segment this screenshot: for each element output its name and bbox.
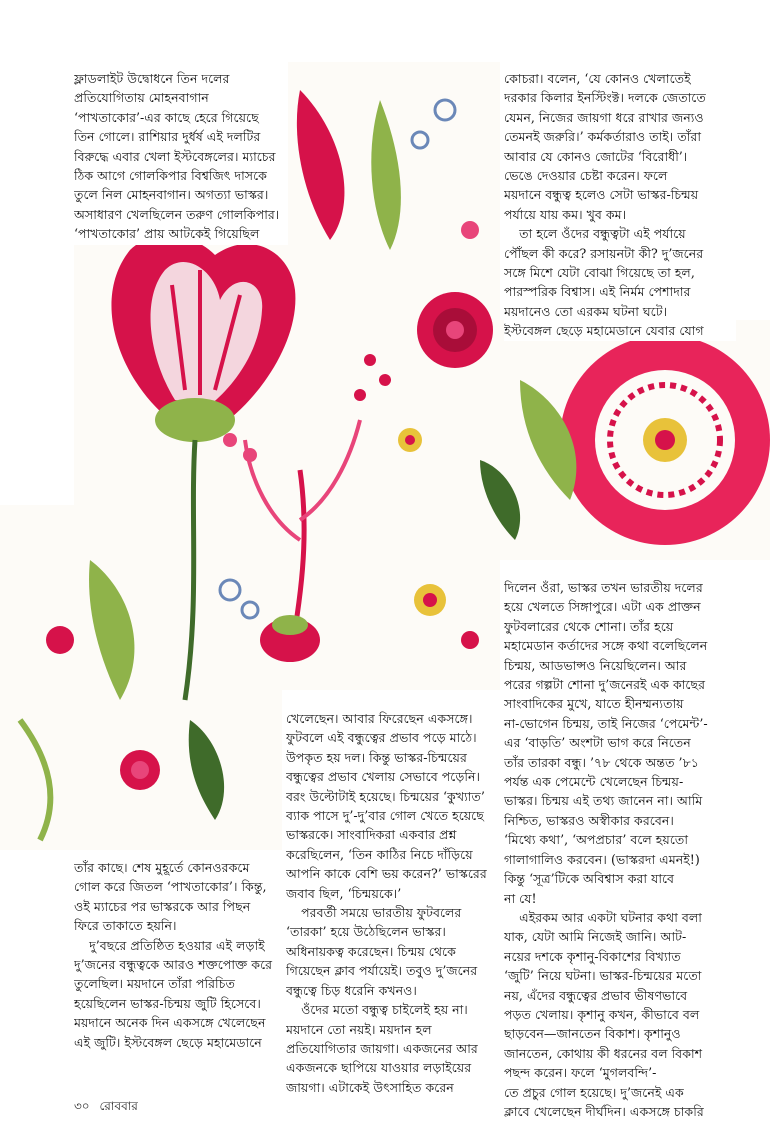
text-line: তা হলে ওঁদের বন্ধুত্বটা এই পর্যায়ে bbox=[519, 226, 686, 242]
text-line: ময়দানে বন্ধুত্ব হলেও সেটা ভাস্কর-চিন্ময় bbox=[504, 187, 699, 203]
text-column-4 bbox=[286, 709, 502, 1097]
text-line: গোল করে জিতল ‘পাখতাকোর’। কিন্তু, bbox=[74, 879, 267, 895]
text-line: প্রতিযোগিতার জায়গা। একজনের আর bbox=[286, 1040, 478, 1056]
text-line: ওঁদের মতো বন্ধুত্ব চাইলেই হয় না। bbox=[301, 1002, 468, 1018]
text-line: অধিনায়কত্ব করেছেন। চিন্ময় থেকে bbox=[286, 943, 456, 959]
text-line: এই জুটি। ইস্টবেঙ্গল ছেড়ে মহামেডানে bbox=[74, 1034, 262, 1050]
text-line: গিয়েছেন ক্লাব পর্যায়েই। তবুও দু’জনের bbox=[286, 963, 478, 979]
text-line: হয়ে খেলতে সিঙ্গাপুরে। এটা এক প্রাক্তন bbox=[504, 599, 701, 615]
text-line: হয়েছিলেন ভাস্কর-চিন্ময় জুটি হিসেবে। bbox=[74, 995, 261, 1011]
text-line: তিন গোলে। রাশিয়ার দুর্ধর্ষ এই দলটির bbox=[74, 129, 261, 145]
text-line: পছন্দ করেন। ফলে ‘মুগলবন্দি’- bbox=[504, 1065, 657, 1081]
text-line: দু’বছরে প্রতিষ্ঠিত হওয়ার এই লড়াই bbox=[89, 937, 265, 953]
text-line: সাংবাদিকের মুখে, যাতে হীনম্মন্যতায় bbox=[504, 696, 684, 712]
text-line: দু’জনের বন্ধুত্বকে আরও শক্তপোক্ত করে bbox=[74, 957, 273, 973]
text-line: নয়, এঁদের বন্ধুত্বের প্রভাব ভীষণভাবে bbox=[504, 987, 688, 1003]
text-line: দরকার কিলার ইনস্টিংক্ট। দলকে জেতাতে bbox=[504, 90, 706, 106]
text-line: জানতেন, কোথায় কী ধরনের বল বিকাশ bbox=[504, 1045, 703, 1061]
text-line: ফ্লাডলাইট উদ্বোধনে তিন দলের bbox=[74, 71, 230, 86]
text-line: জবাব ছিল, ‘চিন্ময়কে।’ bbox=[286, 885, 402, 901]
text-line: একজনকে ছাপিয়ে যাওয়ার লড়াইয়ের bbox=[286, 1060, 472, 1076]
text-line: ওই ম্যাচের পর ভাস্করকে আর পিছন bbox=[74, 898, 251, 914]
text-line: মহামেডান কর্তাদের সঙ্গে কথা বলেছিলেন bbox=[504, 638, 708, 654]
text-line: ব্যাক পাসে দু’-দু’বার গোল খেতে হয়েছে bbox=[286, 808, 484, 824]
text-line: কোচরা। বলেন, ‘যে কোনও খেলাতেই bbox=[504, 71, 691, 86]
text-line: পর্যায়ে যায় কম। খুব কম। bbox=[504, 206, 627, 222]
text-line: এর ‘বাড়তি’ অংশটা ভাগ করে নিতেন bbox=[504, 735, 691, 751]
text-line: ক্লাবে খেলেছেন দীর্ঘদিন। একসঙ্গে চাকরি bbox=[504, 1103, 704, 1119]
text-line: তুলে নিল মোহনবাগান। অগত্যা ভাস্কর। bbox=[74, 187, 269, 203]
text-line: ছাড়বেন—জানতেন বিকাশ। কৃশানুও bbox=[504, 1026, 681, 1042]
text-line: না-ভোগেন চিন্ময়, তাই নিজের ‘পেমেন্ট’- bbox=[504, 715, 708, 731]
magazine-name: রোববার bbox=[99, 1099, 138, 1113]
text-line: পড়ত খেলায়। কৃশানু কখন, কীভাবে বল bbox=[504, 1006, 700, 1022]
text-line: অসাধারণ খেলছিলেন তরুণ গোলকিপার। bbox=[74, 206, 280, 222]
text-line: ময়দানে তো নয়ই। ময়দান হল bbox=[286, 1021, 432, 1037]
text-line: যাক, যেটা আমি নিজেই জানি। আট- bbox=[504, 929, 687, 945]
text-line: কিন্তু ‘সূত্র’টিকে অবিশ্বাস করা যাবে bbox=[504, 871, 675, 887]
text-line: বন্ধুত্বে চিড় ধরেনি কখনও। bbox=[286, 982, 417, 998]
text-line: ফুটবলে এই বন্ধুত্বের প্রভাব পড়ে মাঠে। bbox=[286, 730, 477, 746]
text-line: করেছিলেন, ‘তিন কাঠির নিচে দাঁড়িয়ে bbox=[286, 846, 473, 862]
text-line: ময়দানে অনেক দিন একসঙ্গে খেলেছেন bbox=[74, 1015, 266, 1031]
text-line: আবার যে কোনও জোটের ‘বিরোধী’। bbox=[504, 148, 688, 164]
text-line: ভাস্কর। চিন্ময় এই তথ্য জানেন না। আমি bbox=[504, 793, 703, 809]
text-line: তাঁর কাছে। শেষ মুহূর্তে কোনওরকমে bbox=[74, 860, 250, 875]
text-line: পারস্পরিক বিশ্বাস। এই নির্মম পেশাদার bbox=[504, 284, 691, 300]
text-line: চিন্ময়, আডভান্সও নিয়েছিলেন। আর bbox=[504, 657, 687, 673]
text-column-5 bbox=[74, 858, 282, 1052]
text-line: ‘পাখতাকোর’ প্রায় আটকেই গিয়েছিল bbox=[74, 226, 260, 242]
text-line: ময়দানেও তো এরকম ঘটনা ঘটে। bbox=[504, 303, 668, 319]
text-line: নয়ের দশকে কৃশানু-বিকাশের বিখ্যাত bbox=[504, 948, 681, 964]
text-line: বন্ধুত্বের প্রভাব খেলায় সেভাবে পড়েনি। bbox=[286, 769, 480, 785]
text-column-1 bbox=[74, 69, 282, 244]
text-line: তে প্রচুর গোল হয়েছে। দু’জনেই এক bbox=[504, 1084, 684, 1100]
text-line: ফিরে তাকাতে হয়নি। bbox=[74, 918, 177, 934]
text-line: ভাস্করকে। সাংবাদিকরা একবার প্রশ্ন bbox=[286, 827, 457, 843]
text-line: বিরুদ্ধে এবার খেলা ইস্টবেঙ্গলের। ম্যাচের bbox=[74, 148, 276, 164]
text-line: জায়গা। এটাকেই উৎসাহিত করেন bbox=[286, 1079, 454, 1095]
text-line: ফুটবলারের থেকে শোনা। তাঁর হয়ে bbox=[504, 618, 674, 634]
red-daisy-flower bbox=[560, 335, 770, 545]
red-rose bbox=[417, 292, 493, 368]
text-line: যেমন, নিজের জায়গা ধরে রাখার জন্যও bbox=[504, 109, 704, 125]
text-line: ঠিক আগে গোলকিপার বিশ্বজিৎ দাসকে bbox=[74, 168, 267, 184]
text-line: তাঁর তারকা বন্ধু। ’৭৮ থেকে অন্তত ’৮১ bbox=[504, 754, 699, 770]
text-line: ‘পাখতাকোর’-এর কাছে হেরে গিয়েছে bbox=[74, 109, 259, 125]
text-line: পরের গল্পটা শোনা দু’জনেরই এক কাছের bbox=[504, 677, 706, 693]
text-line: পরবর্তী সময়ে ভারতীয় ফুটবলের bbox=[301, 905, 462, 921]
text-line: না যে! bbox=[504, 890, 537, 906]
page-folio bbox=[74, 1098, 144, 1118]
text-line: সঙ্গে মিশে যেটা বোঝা গিয়েছে তা হল, bbox=[504, 265, 695, 281]
text-line: নিশ্চিত, ভাস্করও অস্বীকার করবেন। bbox=[504, 812, 674, 828]
text-line: তুলেছিল। ময়দানে তাঁরা পরিচিত bbox=[74, 976, 235, 992]
text-line: প্রতিযোগিতায় মোহনবাগান bbox=[74, 90, 209, 106]
text-line: দিলেন ওঁরা, ভাস্কর তখন ভারতীয় দলের bbox=[504, 580, 703, 595]
text-line: পৌঁছল কী করে? রসায়নটা কী? দু’জনের bbox=[504, 245, 704, 261]
text-line: ‘জুটি’ নিয়ে ঘটনা। ভাস্কর-চিন্ময়ের মতো bbox=[504, 968, 702, 984]
text-line: এইরকম আর একটা ঘটনার কথা বলা bbox=[519, 909, 702, 925]
text-line: আপনি কাকে বেশি ভয় করেন?’ ভাস্করের bbox=[286, 866, 487, 882]
text-line: ভেঙে দেওয়ার চেষ্টা করেন। ফলে bbox=[504, 168, 668, 184]
text-line: পর্যন্ত এক পেমেন্টে খেলেছেন চিন্ময়- bbox=[504, 774, 684, 790]
text-line: বরং উল্টোটাই হয়েছে। চিন্ময়ের ‘কুখ্যাত’ bbox=[286, 788, 485, 804]
text-line: খেলেছেন। আবার ফিরেছেন একসঙ্গে। bbox=[286, 711, 473, 726]
text-line: উপকৃত হয় দল। কিন্তু ভাস্কর-চিন্ময়ের bbox=[286, 749, 467, 765]
text-line: ‘তারকা’ হয়ে উঠেছিলেন ভাস্কর। bbox=[286, 924, 446, 940]
text-line: ‘মিথ্যে কথা’, ‘অপপ্রচার’ বলে হয়তো bbox=[504, 832, 688, 848]
text-column-3 bbox=[504, 578, 736, 1121]
text-column-2 bbox=[504, 69, 736, 341]
text-line: তেমনই জরুরি।’ কর্মকর্তারাও তাই। তাঁরা bbox=[504, 129, 701, 145]
text-line: ইস্টবেঙ্গল ছেড়ে মহামেডানে যেবার যোগ bbox=[504, 323, 704, 339]
text-line: গালাগালিও করবেন। (ভাস্করদা এমনই!) bbox=[504, 851, 700, 867]
page-number: ৩০ bbox=[74, 1099, 90, 1113]
